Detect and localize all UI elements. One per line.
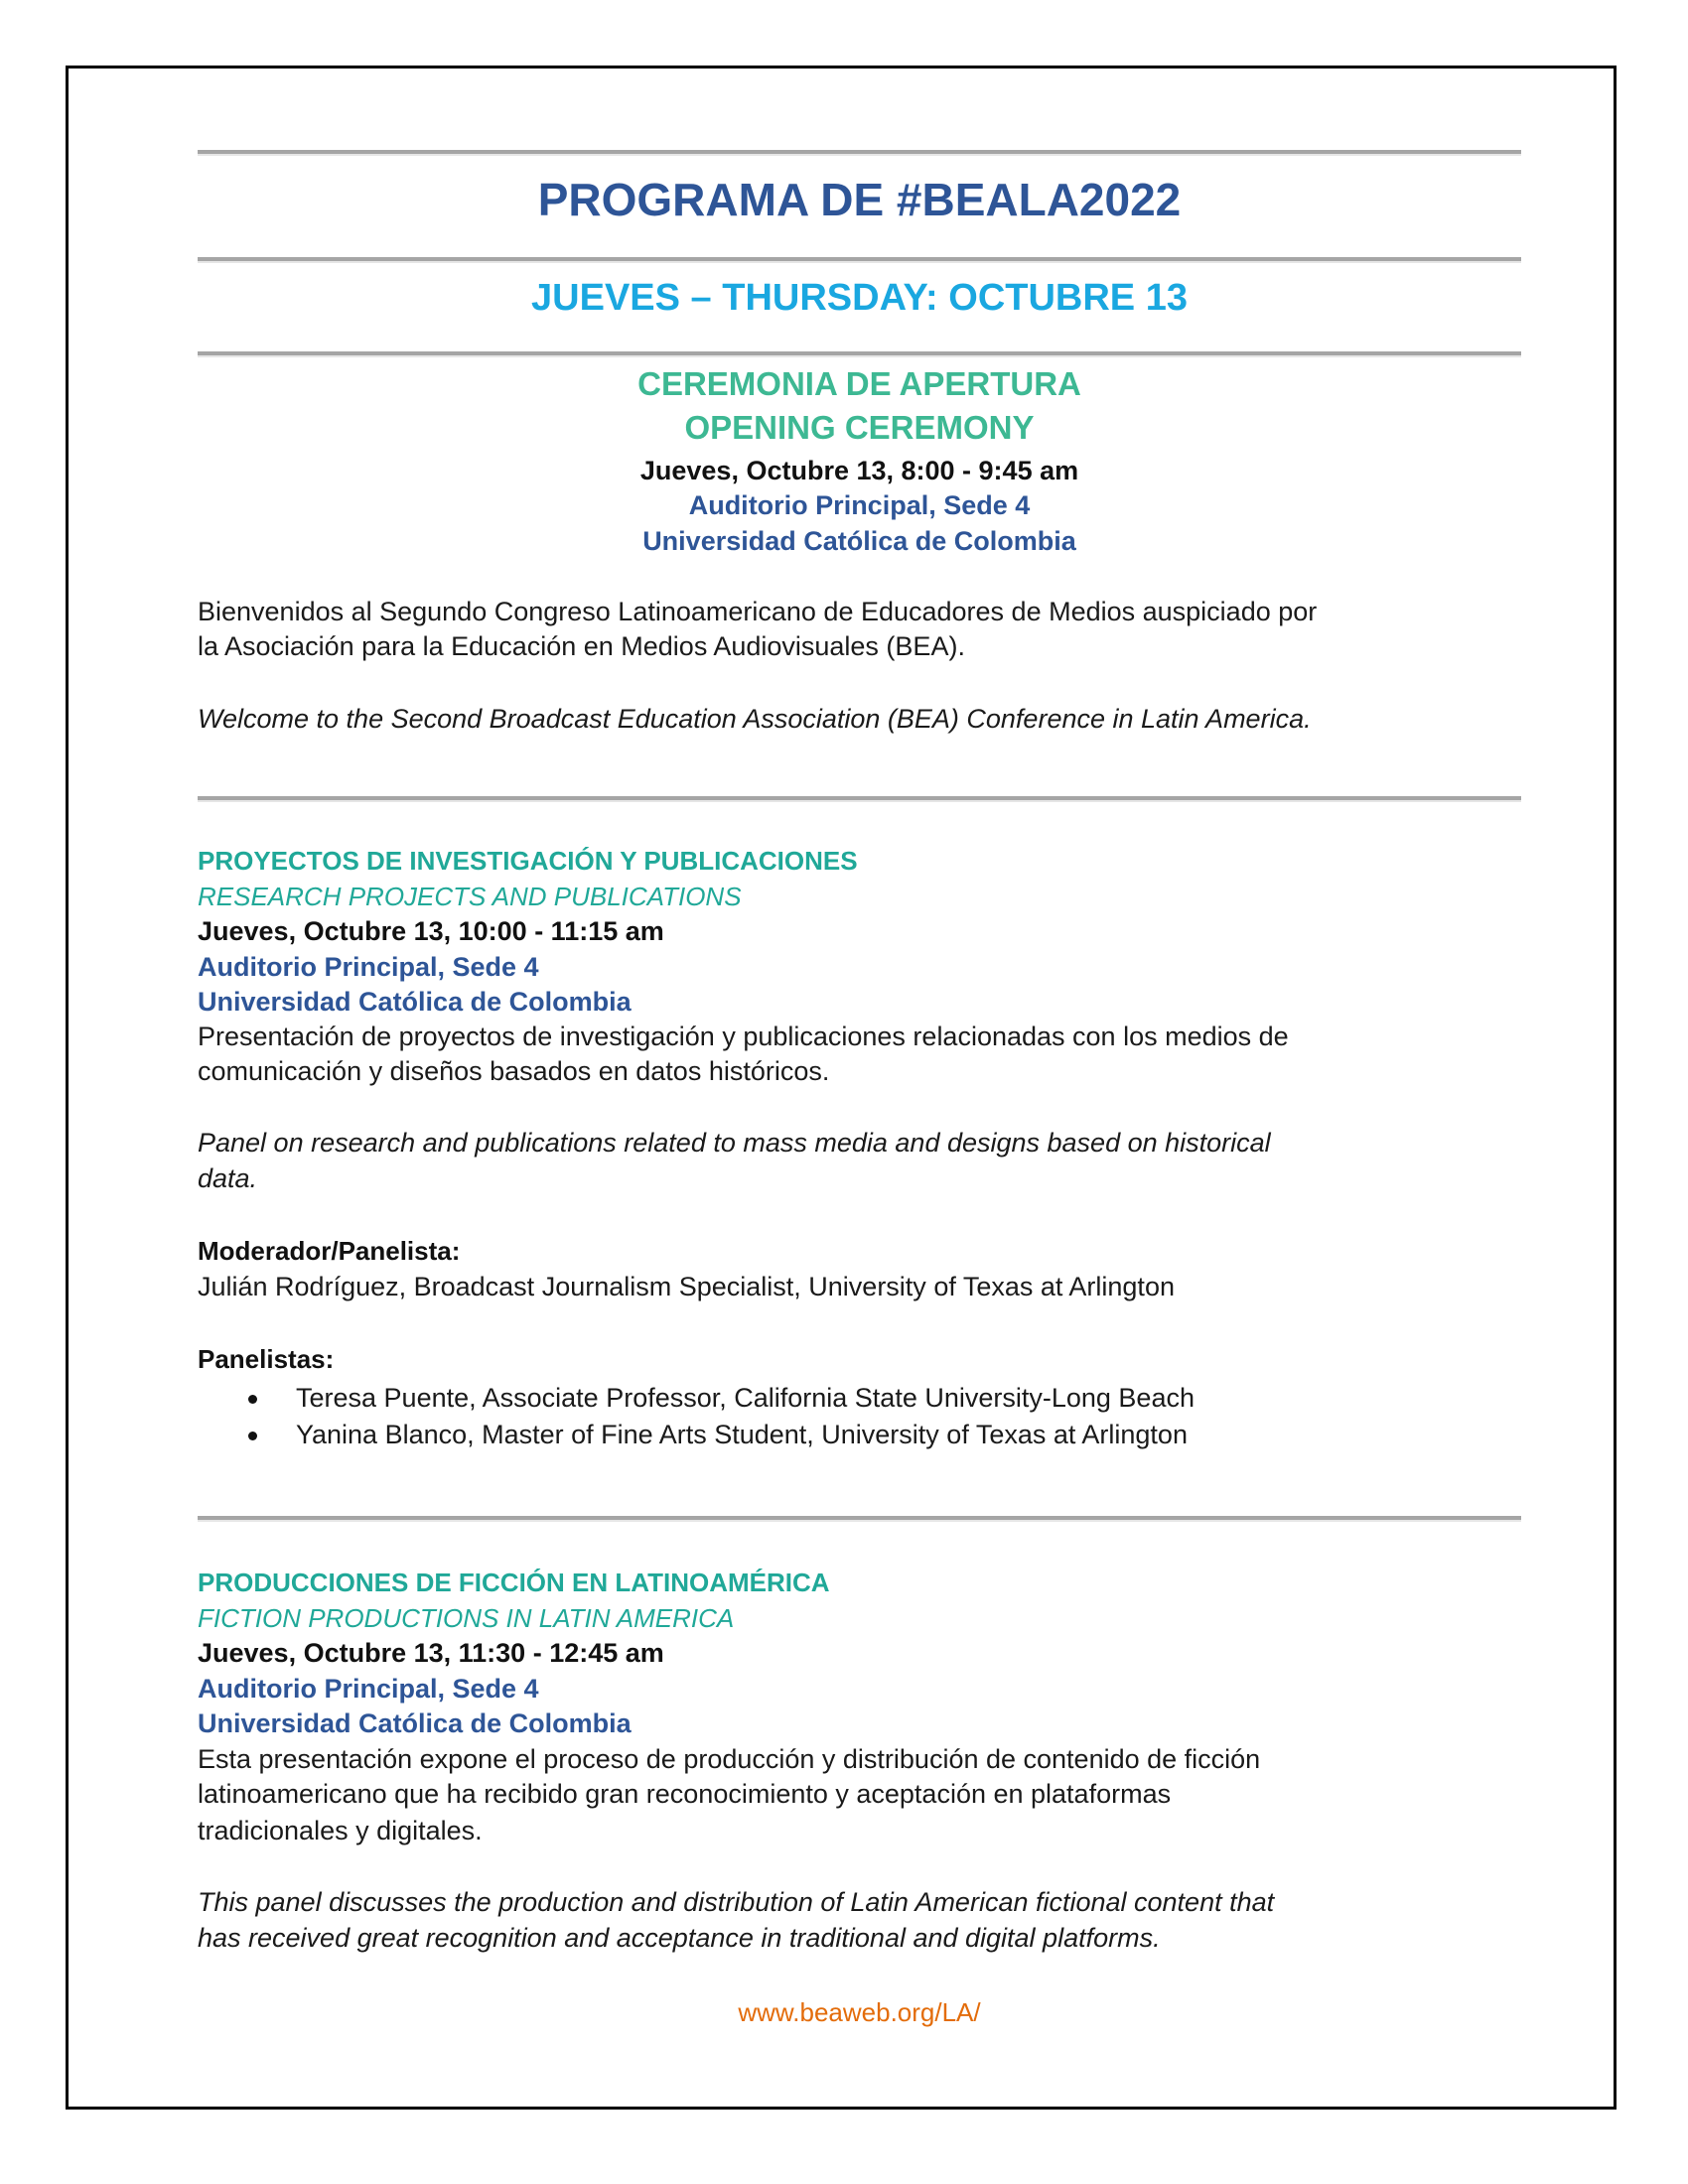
opening-datetime: Jueves, Octubre 13, 8:00 - 9:45 am [639,456,1079,485]
opening-body-es-line: Bienvenidos al Segundo Congreso Latinoamericano de Educadores de Medios auspiciado por [198,597,1318,626]
research-datetime: Jueves, Octubre 13, 10:00 - 11:15 am [198,916,664,946]
moderator-name: Julián Rodríguez, Broadcast Journalism Specialist, University of Texas at Arlington [198,1272,1175,1301]
bullet-icon [248,1432,257,1440]
fiction-title-en: FICTION PRODUCTIONS IN LATIN AMERICA [198,1603,735,1633]
day-heading: JUEVES – THURSDAY: OCTUBRE 13 [531,277,1188,319]
divider [198,1516,1521,1522]
research-body-en-line: data. [198,1163,258,1193]
research-title-en: RESEARCH PROJECTS AND PUBLICATIONS [198,882,742,911]
research-institution: Universidad Católica de Colombia [198,987,632,1017]
website-link[interactable]: www.beaweb.org/LA/ [738,1997,981,2027]
opening-title-es: CEREMONIA DE APERTURA [637,365,1081,402]
fiction-venue: Auditorio Principal, Sede 4 [198,1674,539,1704]
panelist-text: Yanina Blanco, Master of Fine Arts Student, University of Texas at Arlington [296,1420,1188,1449]
fiction-body-en-line: This panel discusses the production and distribution of Latin American fictional content that [198,1887,1275,1917]
research-body-es-line: Presentación de proyectos de investigación y publicaciones relacionadas con los medios de [198,1022,1289,1051]
opening-body-en: Welcome to the Second Broadcast Education Association (BEA) Conference in Latin America. [198,704,1312,734]
fiction-body-es-line: latinoamericano que ha recibido gran reconocimiento y aceptación en plataformas [198,1779,1172,1809]
fiction-body-es-line: Esta presentación expone el proceso de producción y distribución de contenido de ficción [198,1744,1261,1774]
opening-body-es-line: la Asociación para la Educación en Medios Audiovisuales (BEA). [198,631,965,661]
fiction-title-es: PRODUCCIONES DE FICCIÓN EN LATINOAMÉRICA [198,1568,830,1597]
fiction-datetime: Jueves, Octubre 13, 11:30 - 12:45 am [198,1638,664,1668]
divider [198,796,1521,802]
research-body-en-line: Panel on research and publications related to mass media and designs based on historical [198,1128,1271,1158]
divider [198,150,1521,156]
fiction-body-en-line: has received great recognition and acceptance in traditional and digital platforms. [198,1923,1161,1953]
fiction-institution: Universidad Católica de Colombia [198,1708,632,1738]
bullet-icon [248,1395,257,1404]
divider [198,257,1521,263]
opening-venue: Auditorio Principal, Sede 4 [688,490,1031,520]
fiction-body-es-line: tradicionales y digitales. [198,1816,483,1845]
panelists-label: Panelistas: [198,1344,335,1374]
opening-title-en: OPENING CEREMONY [684,409,1035,446]
divider [198,351,1521,357]
research-venue: Auditorio Principal, Sede 4 [198,952,539,982]
research-title-es: PROYECTOS DE INVESTIGACIÓN Y PUBLICACIONES [198,846,858,876]
research-body-es-line: comunicación y diseños basados en datos históricos. [198,1056,830,1086]
moderator-label: Moderador/Panelista: [198,1236,461,1266]
page-title: PROGRAMA DE #BEALA2022 [537,174,1182,225]
opening-institution: Universidad Católica de Colombia [642,526,1076,556]
panelist-text: Teresa Puente, Associate Professor, California State University-Long Beach [296,1383,1195,1413]
